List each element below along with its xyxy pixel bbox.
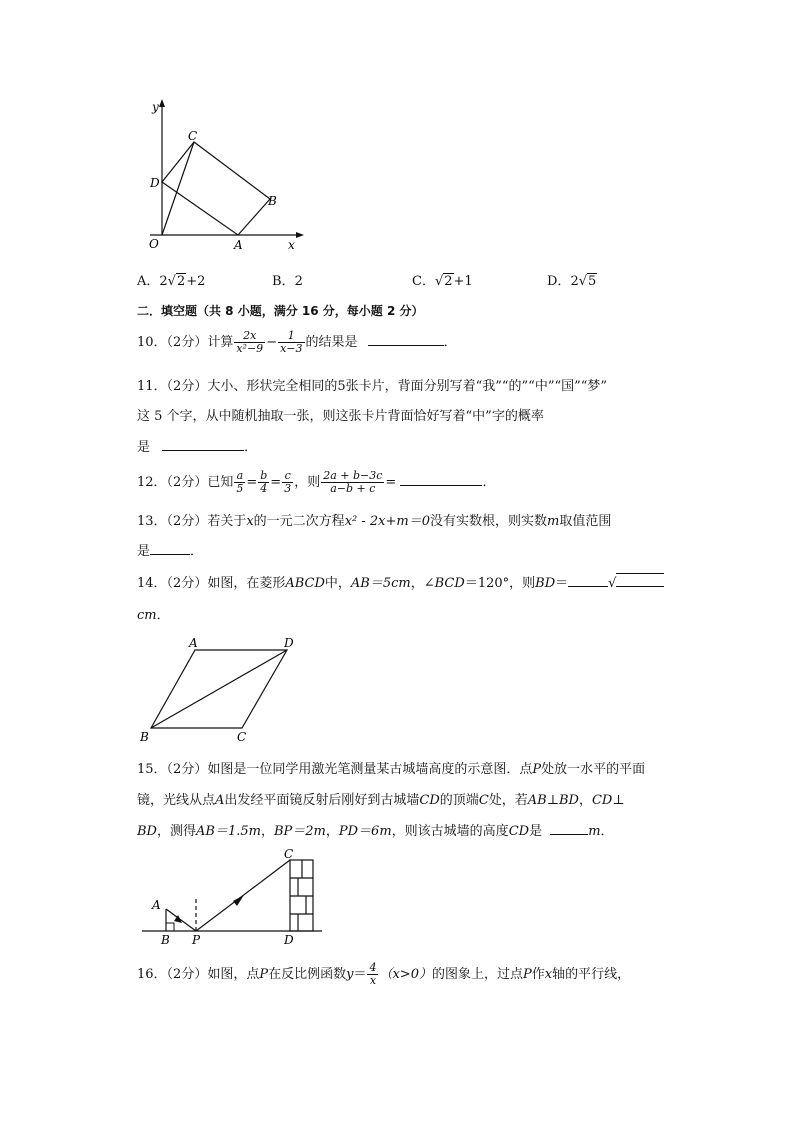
radical-sign: √ [167, 274, 176, 289]
question-text: 是 [137, 544, 151, 559]
numerator: 2a + b−3c [323, 469, 383, 482]
question-text: 15．（2分）如图是一位同学用激光笔测量某古城墙高度的示意图．点 [137, 762, 533, 777]
question-text: 是 [529, 824, 543, 839]
question-16 [137, 962, 630, 987]
question-11-line-3 [137, 436, 257, 455]
point-a: A [215, 793, 225, 808]
denominator: x−3 [280, 342, 303, 355]
question-text: 取值范围 [559, 514, 612, 529]
label-x: x [288, 238, 295, 252]
option-c[interactable] [412, 270, 473, 289]
numerator: 2x [234, 330, 265, 343]
question-text: 作 [531, 967, 545, 982]
fraction-4-over-x [367, 962, 378, 987]
condition-cd-perp: CD⊥ [591, 793, 625, 808]
given-pd: PD＝6m [338, 824, 392, 839]
fraction-b-4 [258, 470, 269, 495]
question-text: 14．（2分）如图，在菱形 [137, 576, 286, 591]
arrowhead-reflected [233, 895, 244, 906]
fraction-expression [321, 470, 384, 495]
label-a: A [234, 238, 243, 252]
point-p: P [522, 967, 532, 982]
domain-condition: （x>0） [379, 967, 432, 982]
equals: = [385, 475, 397, 490]
segment-bd: BD [137, 824, 157, 839]
radical-sign: √ [608, 576, 617, 591]
question-text: 是 [137, 440, 151, 455]
wall-cd: CD [419, 793, 440, 808]
variable-m: m [547, 514, 560, 529]
option-letter: A． [137, 274, 160, 289]
question-text: 中， [324, 576, 351, 591]
question-11-line-2: 这 5 个字，从中随机抽取一张，则这张卡片背面恰好写着“中”字的概率 [137, 409, 544, 424]
question-text: 在反比例函数 [268, 967, 347, 982]
option-text: 2 [294, 274, 303, 289]
label-c: C [284, 847, 294, 861]
fraction-1 [234, 330, 265, 355]
label-b: B [140, 730, 149, 744]
radicand: 5 [588, 274, 597, 289]
fraction-c-3 [282, 470, 293, 495]
period: ． [482, 475, 496, 490]
option-tail: +2 [186, 274, 206, 289]
question-text: 轴的平行线， [552, 967, 631, 982]
question-15-line-3 [137, 820, 614, 839]
answer-blank[interactable] [550, 822, 588, 835]
label-b: B [161, 933, 170, 947]
option-a[interactable] [137, 270, 205, 289]
section-title: 二．填空题（共 8 小题，满分 16 分，每小题 2 分） [137, 304, 424, 318]
radicand: 2 [444, 274, 453, 289]
question-text: 镜，光线从点 [137, 793, 216, 808]
question-score: （2分） [166, 475, 208, 490]
numerator: a [234, 470, 245, 483]
question-13-line-2 [137, 540, 203, 559]
period: ． [244, 440, 258, 455]
denominator: a−b + c [330, 482, 376, 495]
period: ． [443, 335, 457, 350]
question-11-line-1: 11．（2分）大小、形状完全相同的5张卡片，背面分别写着“我”“的”“中”“国”“梦” [137, 379, 608, 394]
right-angle-mark [166, 923, 174, 931]
question-15-line-2 [137, 789, 625, 808]
point-p: P [259, 967, 269, 982]
question-text: 处放一水平的平面 [541, 762, 646, 777]
question-text: 出发经平面镜反射后刚好到古城墙 [224, 793, 420, 808]
option-d[interactable] [547, 270, 597, 289]
question-text: ，测得 [156, 824, 196, 839]
question-text: ＝120°，则 [464, 576, 536, 591]
answer-blank-radicand[interactable] [616, 573, 664, 587]
label-c: C [188, 129, 198, 143]
point-c: C [478, 793, 489, 808]
figure-laser-wall [140, 845, 330, 947]
answer-blank[interactable] [162, 438, 244, 451]
given-ab: AB＝5cm [350, 576, 411, 591]
given-bp: BP＝2m [273, 824, 326, 839]
question-12 [137, 470, 495, 495]
denominator: x²−9 [236, 342, 264, 355]
height-cd: CD [508, 824, 530, 839]
comma: ， [578, 793, 592, 808]
fraction-2 [278, 330, 304, 355]
minus-sign: − [266, 335, 278, 350]
question-10 [137, 330, 457, 355]
numerator: c [282, 470, 293, 483]
label-a: A [152, 898, 161, 912]
numerator: b [260, 469, 268, 482]
segment-bd: BD [535, 576, 556, 591]
period: ． [600, 824, 614, 839]
period: ． [190, 544, 204, 559]
numerator: 4 [369, 961, 377, 974]
comma: ， [325, 824, 339, 839]
fraction-a-5 [234, 470, 245, 495]
variable-x: x [544, 967, 553, 982]
equals: ＝ [353, 967, 367, 982]
label-d: D [284, 636, 294, 650]
question-text: 计算 [207, 335, 234, 350]
question-14-line-2 [137, 604, 170, 623]
x-axis-arrow [296, 232, 304, 238]
segment-oc [162, 142, 194, 235]
question-15-line-1 [137, 758, 645, 777]
option-letter: C． [412, 274, 435, 289]
label-c: C [237, 730, 247, 744]
denominator: 3 [284, 482, 292, 495]
question-13-line-1 [137, 510, 611, 529]
label-o: O [149, 237, 159, 251]
label-y: y [152, 100, 159, 114]
angle-bcd: BCD [434, 576, 465, 591]
answer-blank[interactable] [368, 333, 444, 346]
label-b: B [268, 194, 277, 208]
label-a: A [189, 636, 198, 650]
answer-blank-coefficient[interactable] [568, 574, 608, 587]
question-14-line-1 [137, 572, 664, 591]
incident-ray [166, 909, 196, 931]
equation: x² - 2x+m＝0 [344, 514, 430, 529]
point-p: P [532, 762, 542, 777]
unit-m: m [588, 824, 601, 839]
question-text: 已知 [207, 475, 234, 490]
question-text: 处，若 [488, 793, 528, 808]
period: ． [156, 608, 170, 623]
figure-coordinate-quadrilateral [140, 95, 315, 255]
question-number: 12． [137, 475, 167, 490]
variable-y: y [346, 967, 354, 982]
rhombus-name: ABCD [285, 576, 325, 591]
question-text: 的顶端 [439, 793, 479, 808]
question-text: 的一元二次方程 [253, 514, 345, 529]
numerator: 1 [278, 330, 304, 343]
denominator: 5 [236, 482, 244, 495]
question-number: 10． [137, 335, 167, 350]
question-text: 的结果是 [305, 335, 358, 350]
coefficient: 2 [159, 274, 168, 289]
coefficient: 2 [570, 274, 579, 289]
diagonal-bd [151, 650, 287, 728]
question-text: 没有实数根，则实数 [429, 514, 547, 529]
question-text: 16．（2分）如图，点 [137, 967, 260, 982]
comma: ， [260, 824, 274, 839]
denominator: 4 [260, 482, 268, 495]
label-d: D [150, 176, 160, 190]
condition-ab-perp: AB⊥BD [527, 793, 579, 808]
figure-rhombus [138, 634, 298, 746]
answer-blank[interactable] [150, 542, 190, 555]
radical-sign: √ [434, 274, 444, 289]
given-ab: AB＝1.5m [196, 824, 261, 839]
variable-x: x [246, 514, 254, 529]
label-p: P [192, 933, 201, 947]
denominator: x [369, 974, 377, 987]
option-tail: +1 [453, 274, 473, 289]
option-b[interactable] [272, 270, 303, 289]
question-text: ，则 [294, 475, 321, 490]
question-text: ，∠ [410, 576, 435, 591]
option-letter: B． [272, 274, 295, 289]
reflected-ray [196, 860, 290, 931]
equals: ＝ [555, 576, 569, 591]
question-score: （2分） [166, 335, 208, 350]
equals: = [270, 475, 282, 490]
y-axis-arrow [159, 99, 165, 107]
radical-sign: √ [578, 274, 588, 289]
option-letter: D． [547, 274, 571, 289]
question-text: 的图象上，过点 [431, 967, 523, 982]
label-d: D [284, 933, 294, 947]
equals: = [246, 475, 258, 490]
answer-blank[interactable] [400, 473, 482, 486]
unit-cm: cm [137, 608, 157, 623]
question-text: 13．（2分）若关于 [137, 514, 247, 529]
question-text: ，则该古城墙的高度 [391, 824, 509, 839]
radicand: 2 [176, 274, 186, 289]
